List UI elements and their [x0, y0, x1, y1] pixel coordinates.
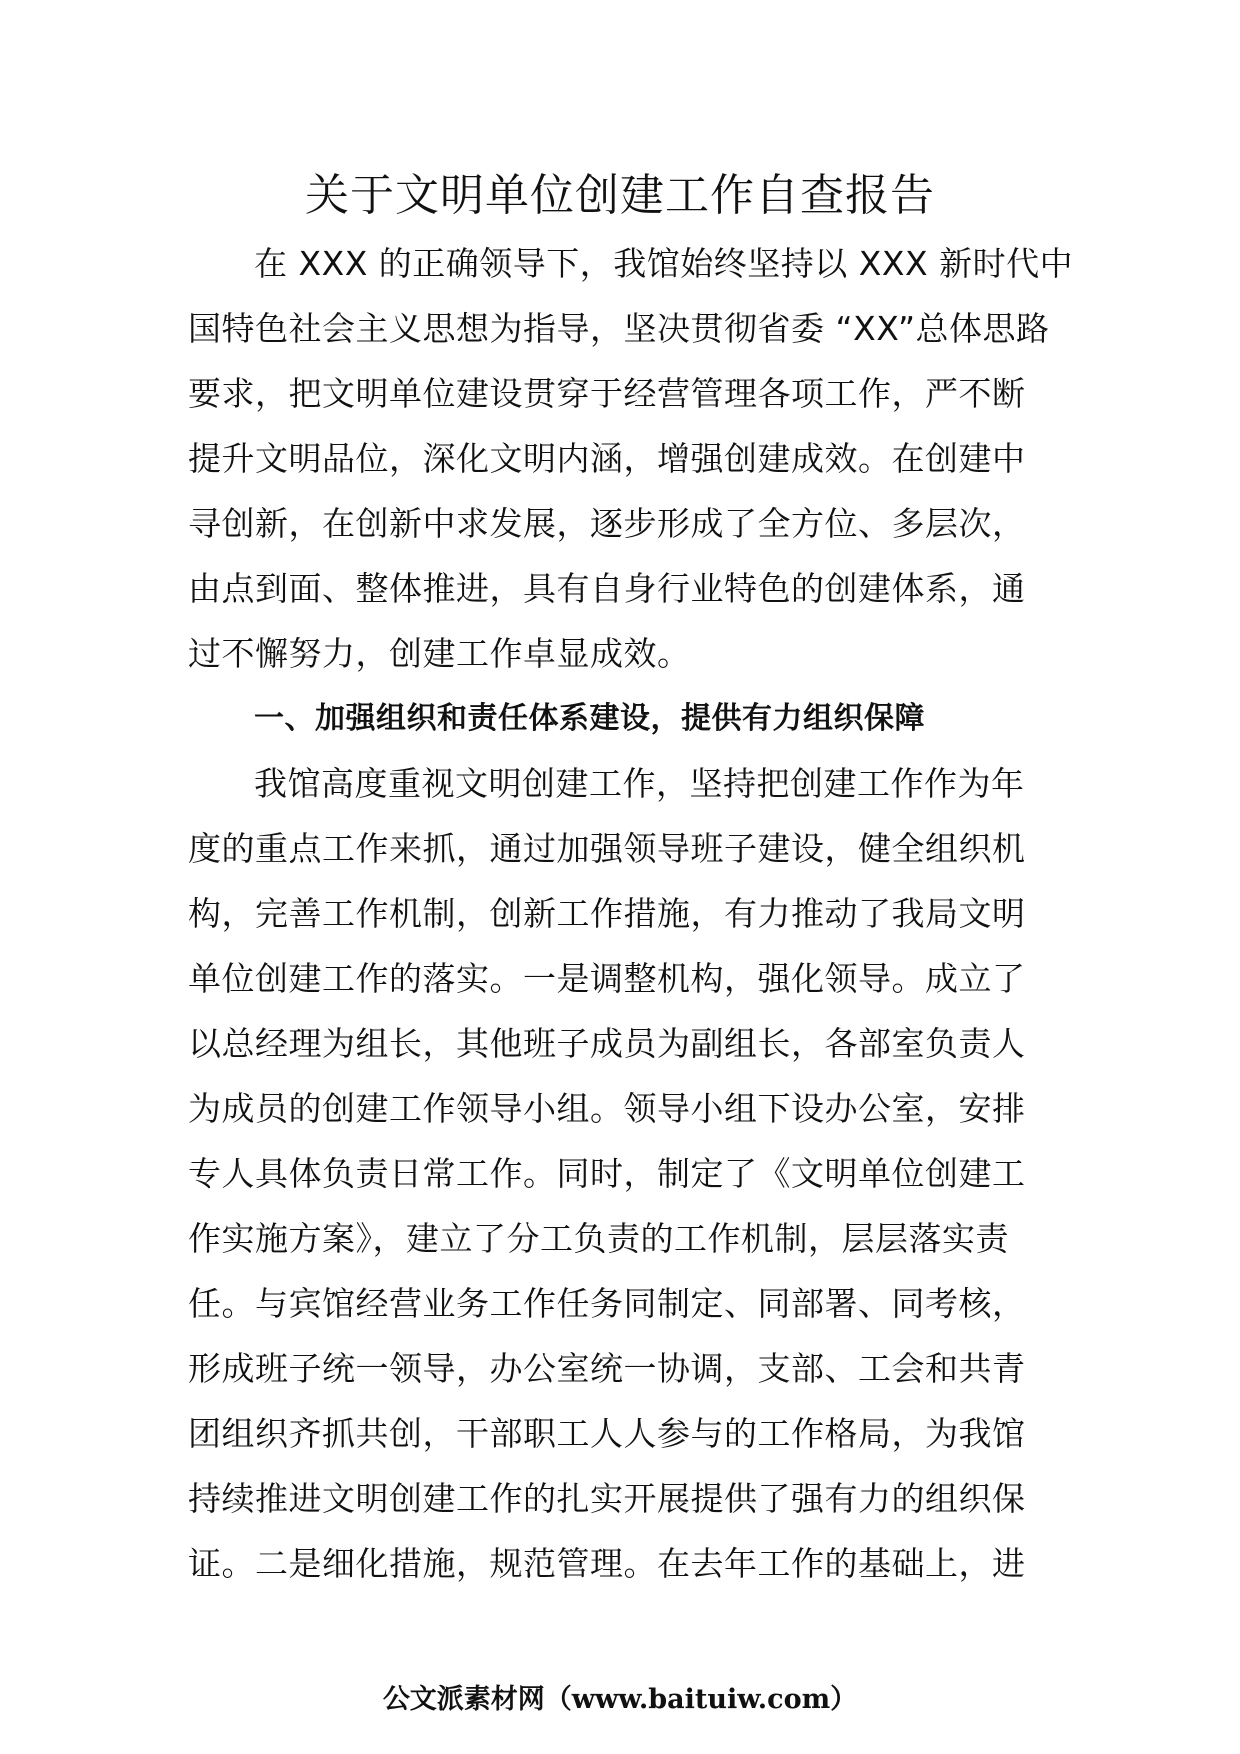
section-heading: 一、加强组织和责任体系建设，提供有力组织保障 — [254, 701, 925, 736]
document-body — [188, 231, 1074, 1596]
paragraph-line: 以总经理为组长，其他班子成员为副组长，各部室负责人 — [188, 1024, 1026, 1063]
paragraph-line: 提升文明品位，深化文明内涵，增强创建成效。在创建中 — [188, 439, 1026, 478]
paragraph-line: 形成班子统一领导，办公室统一协调，支部、工会和共青 — [188, 1349, 1026, 1388]
paragraph-line: 作实施方案》，建立了分工负责的工作机制，层层落实责 — [188, 1219, 1009, 1258]
paragraph-line: 持续推进文明创建工作的扎实开展提供了强有力的组织保 — [188, 1479, 1026, 1518]
paragraph-line: 单位创建工作的落实。一是调整机构，强化领导。成立了 — [188, 959, 1026, 998]
paragraph-line: 证。二是细化措施，规范管理。在去年工作的基础上，进 — [188, 1544, 1026, 1583]
paragraph-line: 团组织齐抓共创，干部职工人人参与的工作格局，为我馆 — [188, 1414, 1026, 1453]
paragraph-line: 过不懈努力，创建工作卓显成效。 — [188, 634, 691, 673]
paragraph-line: 我馆高度重视文明创建工作，坚持把创建工作作为年 — [254, 764, 1025, 803]
paragraph-line: 由点到面、整体推进，具有自身行业特色的创建体系，通 — [188, 569, 1026, 608]
paragraph-line: 寻创新，在创新中求发展，逐步形成了全方位、多层次， — [188, 504, 1026, 543]
paragraph-line: 要求，把文明单位建设贯穿于经营管理各项工作，严不断 — [188, 374, 1026, 413]
paragraph-line: 度的重点工作来抓，通过加强领导班子建设，健全组织机 — [188, 829, 1026, 868]
document-title: 关于文明单位创建工作自查报告 — [305, 170, 935, 221]
footer-watermark-text: 公文派素材网（www.baituiw.com） — [382, 1684, 858, 1715]
paragraph-line: 国特色社会主义思想为指导，坚决贯彻省委 “XX”总体思路 — [188, 309, 1050, 348]
paragraph-line: 构，完善工作机制，创新工作措施，有力推动了我局文明 — [188, 894, 1026, 933]
paragraph-line: 任。与宾馆经营业务工作任务同制定、同部署、同考核， — [188, 1284, 1026, 1323]
paragraph-line: 为成员的创建工作领导小组。领导小组下设办公室，安排 — [188, 1089, 1026, 1128]
paragraph-line: 专人具体负责日常工作。同时，制定了《文明单位创建工 — [188, 1154, 1026, 1193]
paragraph-line: 在 XXX 的正确领导下，我馆始终坚持以 XXX 新时代中 — [254, 244, 1074, 283]
